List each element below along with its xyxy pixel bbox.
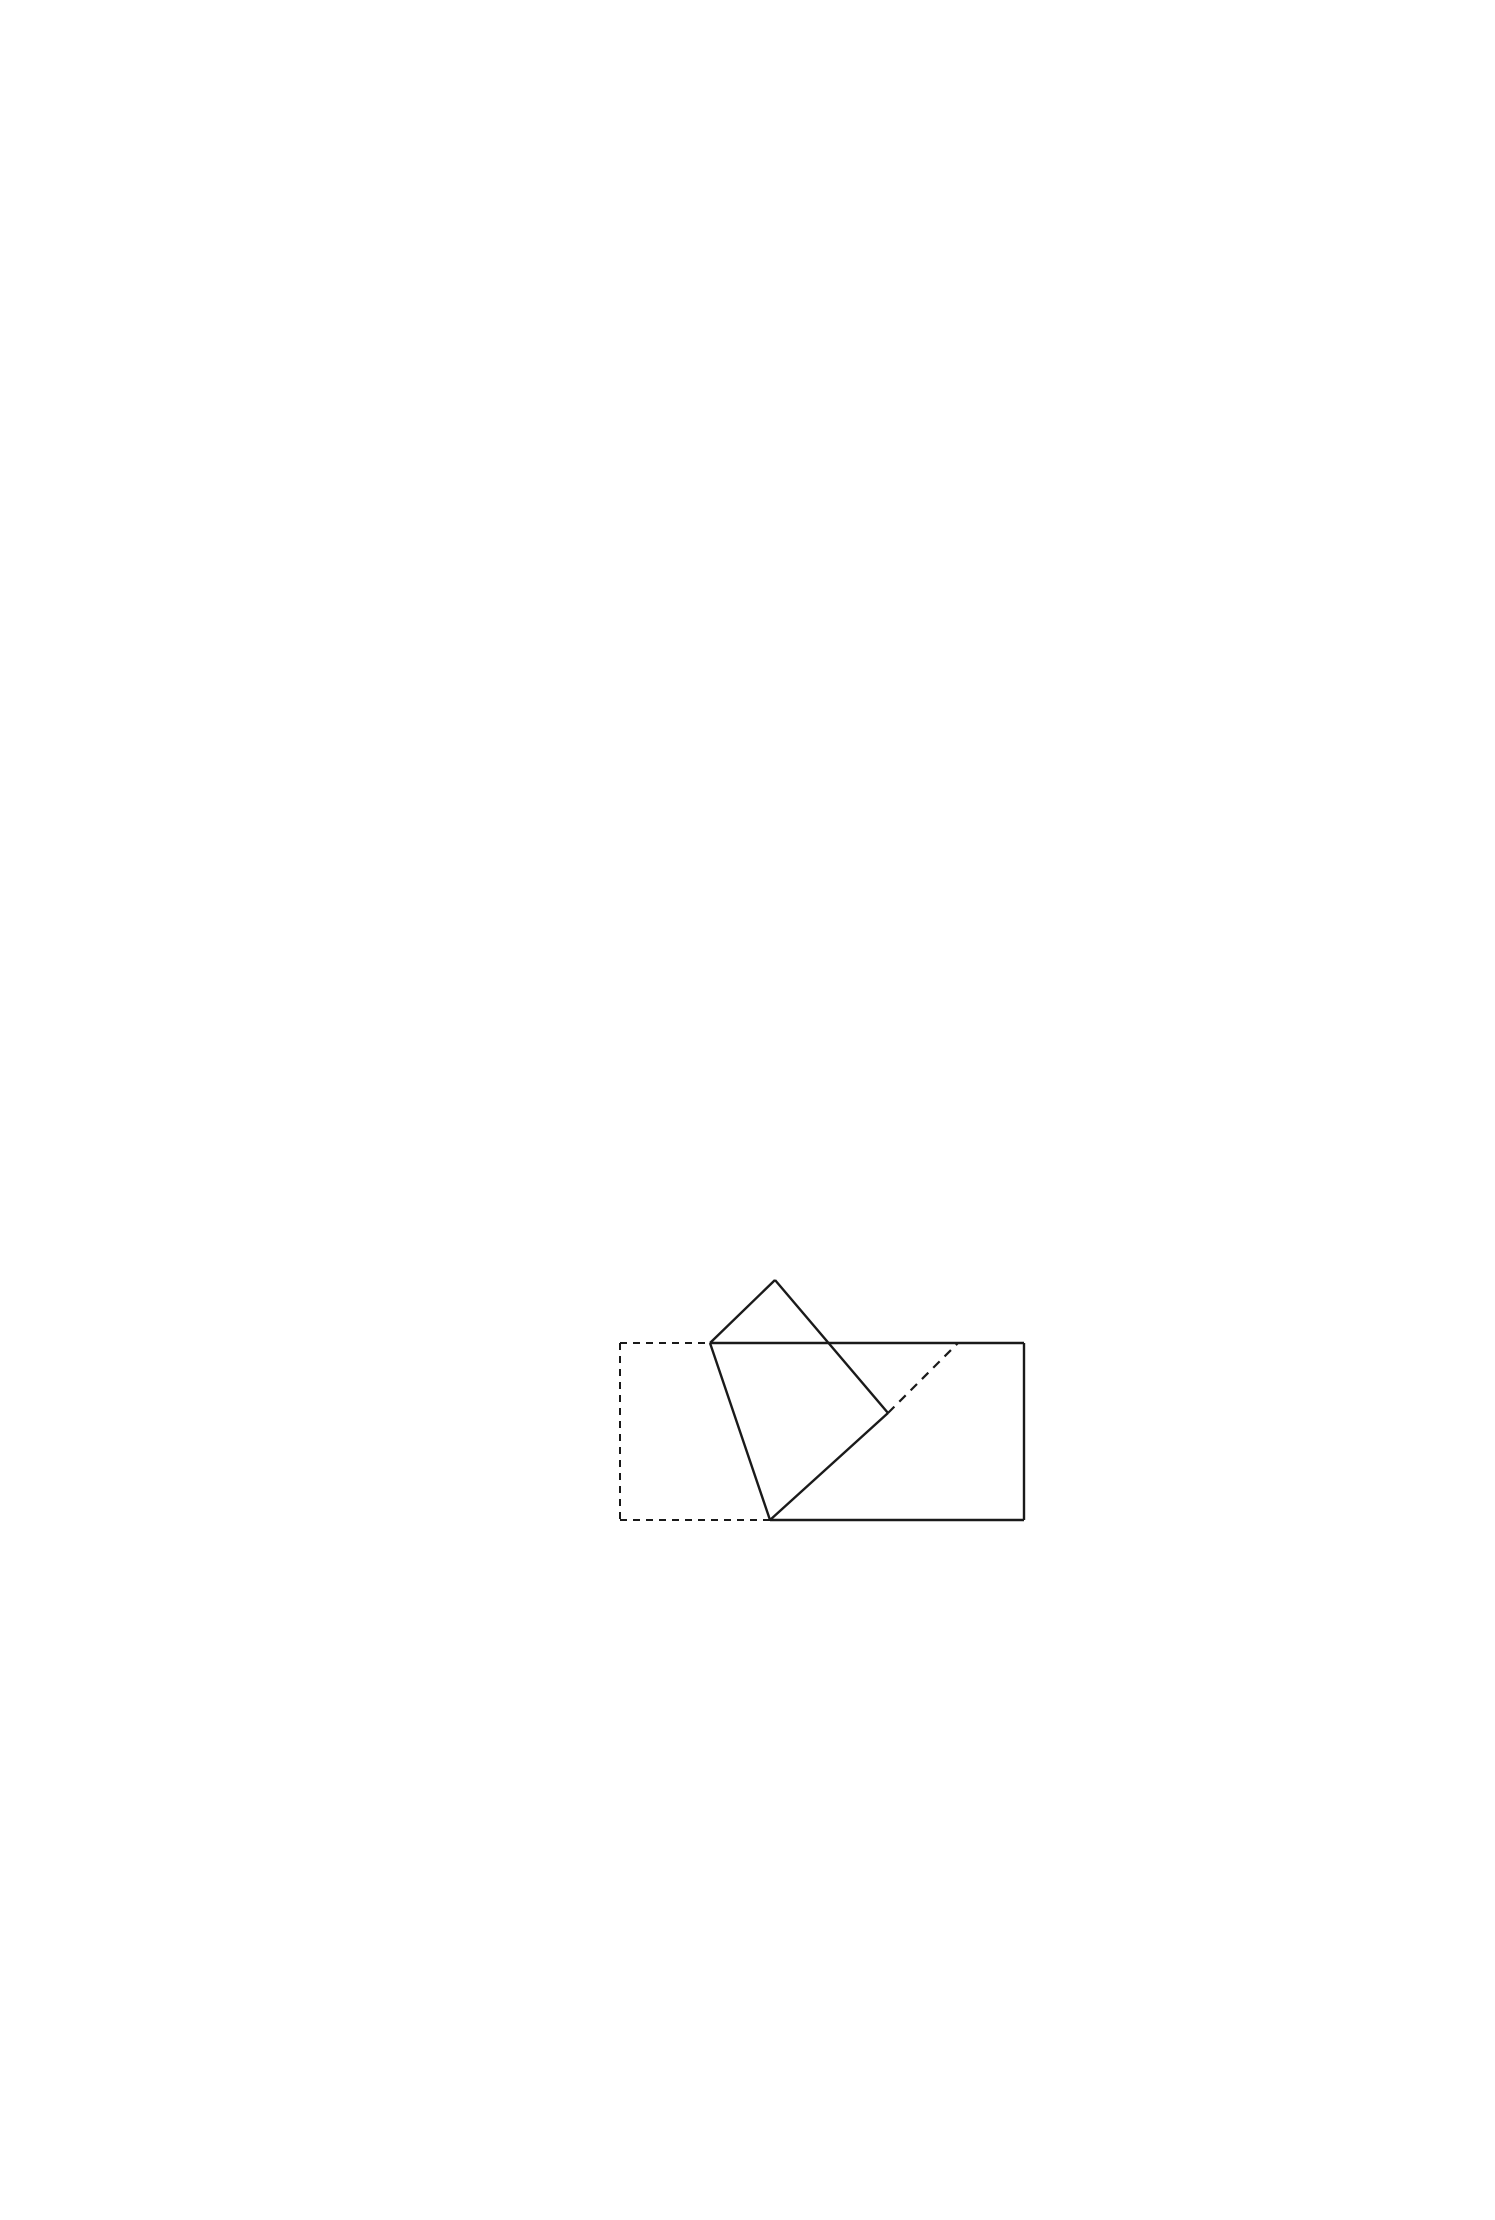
edge-a1b1	[775, 1280, 888, 1413]
edge-fp	[710, 1343, 770, 1520]
dashed-extension-b1n	[888, 1343, 958, 1413]
edge-fa1	[710, 1280, 775, 1343]
geometry-figure	[570, 1245, 1100, 1590]
edge-pb1	[770, 1413, 888, 1520]
